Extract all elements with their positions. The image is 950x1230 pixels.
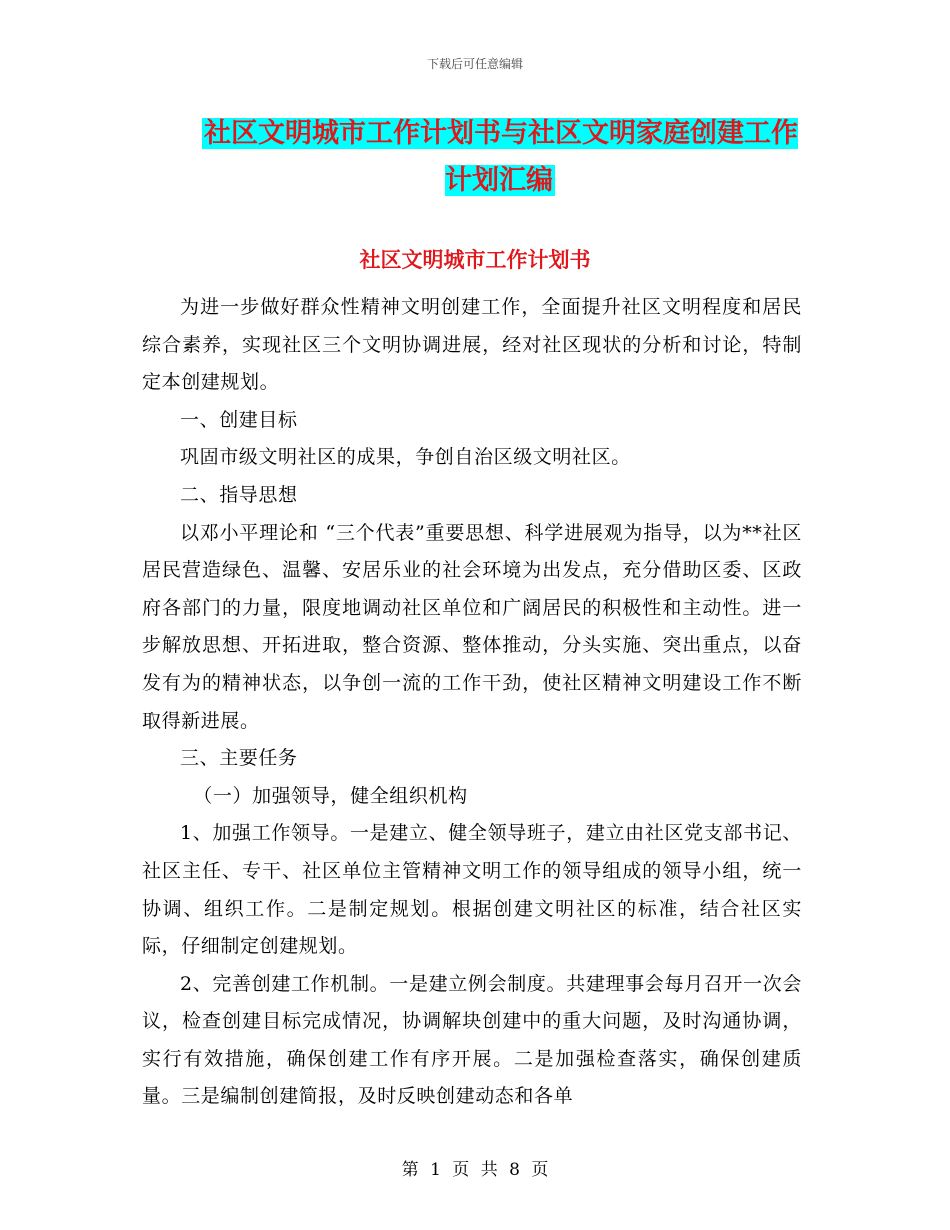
paragraph-intro: 为进一步做好群众性精神文明创建工作，全面提升社区文明程度和居民综合素养，实现社区三个文明协调进展，经对社区现状的分析和讨论，特制定本创建规划。 <box>142 296 802 394</box>
document-title-text: 社区文明城市工作计划书与社区文明家庭创建工作计划汇编 <box>204 118 798 196</box>
document-title <box>190 110 810 204</box>
paragraph-task-1: 1、加强工作领导。一是建立、健全领导班子，建立由社区党支部书记、社区主任、专干、社区单位主管精神文明工作的领导组成的领导小组，统一协调、组织工作。二是制定规划。根据创建文明社区的标准，结合社区实际，仔细制定创建规划。 <box>142 822 802 958</box>
heading-guiding-thought: 二、指导思想 <box>180 483 298 506</box>
subheading-leadership: （一）加强领导，健全组织机构 <box>193 784 468 807</box>
document-body <box>142 289 802 1116</box>
page-number: 第 1 页 共 8 页 <box>401 1160 549 1180</box>
heading-main-tasks: 三、主要任务 <box>180 747 298 770</box>
paragraph-guiding-thought: 以邓小平理论和 “三个代表”重要思想、科学进展观为指导，以为**社区居民营造绿色、温馨、安居乐业的社会环境为出发点，充分借助区委、区政府各部门的力量，限度地调动社区单位和广阔居民的积极性和主动性。进一步解放思想、开拓进取，整合资源、整体推动，分头实施、突出重点，以奋发有为的精神状态，以争创一流的工作干劲，使社区精神文明建设工作不断取得新进展。 <box>142 521 802 732</box>
paragraph-task-2: 2、完善创建工作机制。一是建立例会制度。共建理事会每月召开一次会议，检查创建目标完成情况，协调解块创建中的重大问题，及时沟通协调，实行有效措施，确保创建工作有序开展。二是加强检查落实，确保创建质量。三是编制创建简报，及时反映创建动态和各单 <box>142 972 802 1108</box>
section-title: 社区文明城市工作计划书 <box>359 247 591 272</box>
header-note: 下载后可任意编辑 <box>426 57 523 71</box>
heading-goal: 一、创建目标 <box>180 408 298 431</box>
paragraph-goal: 巩固市级文明社区的成果，争创自治区级文明社区。 <box>180 446 631 469</box>
